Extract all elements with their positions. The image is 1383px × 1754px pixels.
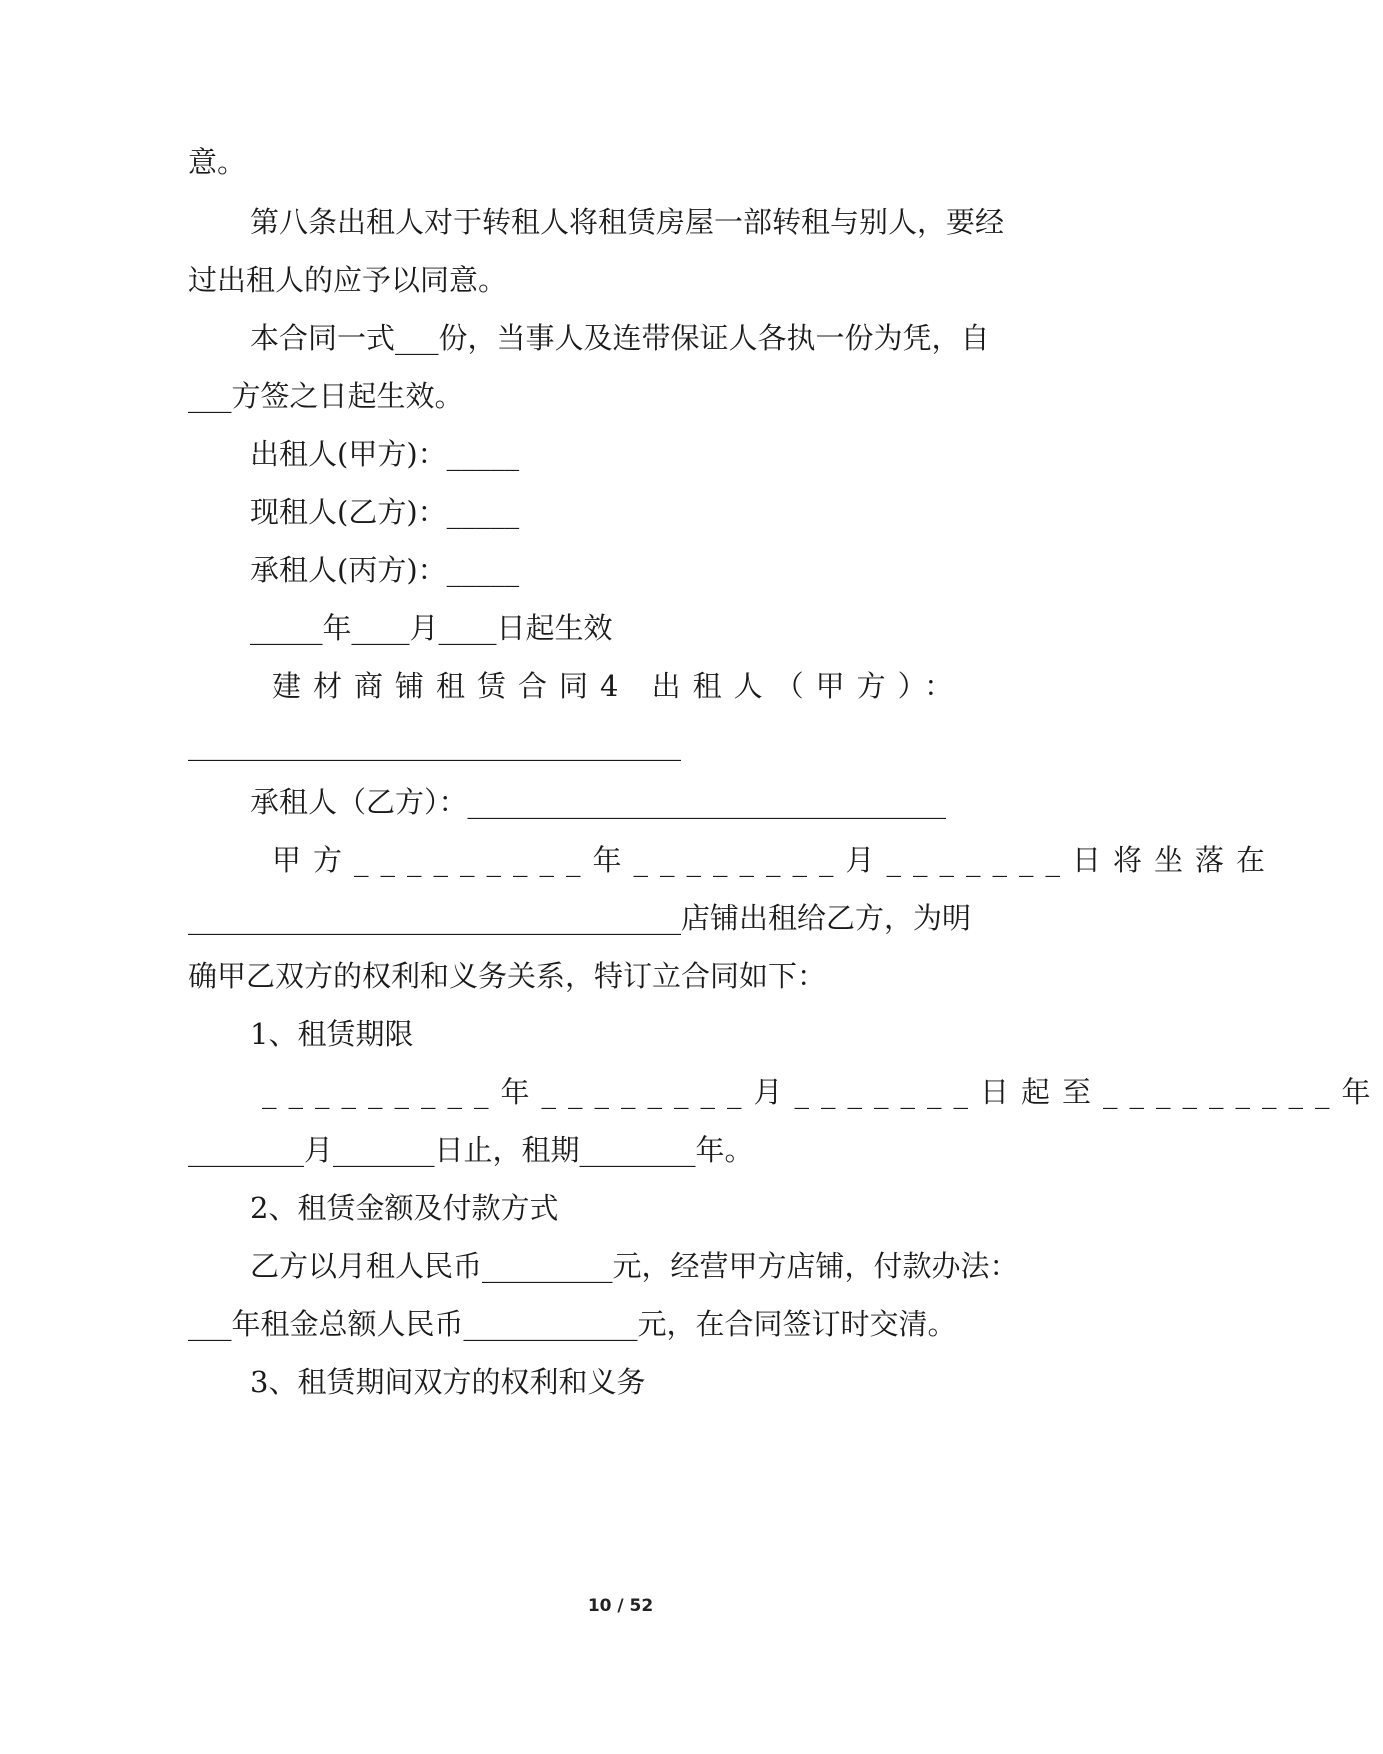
text-line: __________________________________ [188, 727, 681, 761]
text-line: 确甲乙双方的权利和义务关系，特订立合同如下： [188, 959, 827, 993]
text-line: 过出租人的应予以同意。 [188, 263, 508, 297]
text-line: 第八条出租人对于转租人将租赁房屋一部转租与别人，要经 [250, 205, 1005, 239]
text-line: ___方签之日起生效。 [188, 379, 464, 413]
text-line: __________________________________店铺出租给乙方，为明 [188, 901, 972, 935]
text-line: 意。 [188, 145, 247, 179]
text-line: 本合同一式___份，当事人及连带保证人各执一份为凭，自 [250, 321, 990, 355]
page-number: 10 / 52 [587, 1596, 654, 1616]
text-line: ___年租金总额人民币____________元，在合同签订时交清。 [188, 1307, 957, 1341]
signature-line-lessee: 承租人(丙方)：_____ [250, 553, 520, 587]
text-line: 乙方以月租人民币_________元，经营甲方店铺，付款办法： [250, 1249, 1019, 1283]
text-line: _________年________月_______日起至_________年 [262, 1075, 1383, 1109]
effective-date-line: _____年____月____日起生效 [250, 611, 613, 645]
text-line: 承租人（乙方）：_________________________________ [250, 785, 947, 819]
clause-heading: 3、租赁期间双方的权利和义务 [250, 1365, 646, 1399]
clause-heading: 1、租赁期限 [250, 1017, 414, 1051]
clause-heading: 2、租赁金额及付款方式 [250, 1191, 559, 1225]
section-title-line: 建材商铺租赁合同4 出租人（甲方）： [272, 669, 966, 703]
text-line: 甲方_________年________月_______日将坐落在 [272, 843, 1278, 877]
signature-line-lessor: 出租人(甲方)：_____ [250, 437, 520, 471]
text-line: ________月_______日止，租期________年。 [188, 1133, 754, 1167]
signature-line-current-tenant: 现租人(乙方)：_____ [250, 495, 520, 529]
